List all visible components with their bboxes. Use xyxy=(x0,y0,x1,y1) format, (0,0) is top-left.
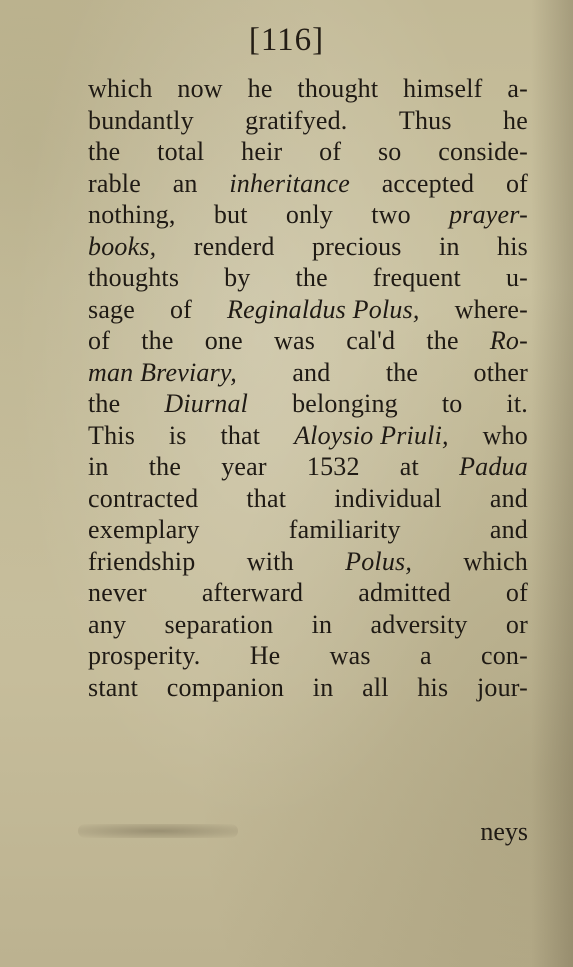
word: conside- xyxy=(438,137,528,166)
text-line-9 xyxy=(88,325,528,357)
word: exemplary xyxy=(88,515,200,544)
word-italic: Polus, xyxy=(345,546,413,576)
word: all xyxy=(362,672,389,702)
text-line-1 xyxy=(88,73,528,105)
word: renderd xyxy=(193,231,275,261)
word: adversity xyxy=(370,609,468,639)
word: companion xyxy=(166,672,285,702)
word-italic: Aloysio Priuli, xyxy=(294,420,449,450)
word: two xyxy=(371,200,411,229)
word-italic: Diurnal xyxy=(164,389,249,418)
page-number: [116] xyxy=(248,22,325,58)
word: separation xyxy=(164,609,274,639)
word: his xyxy=(417,672,449,702)
text-line-11 xyxy=(88,388,528,420)
text-line-6 xyxy=(88,231,528,263)
word: u- xyxy=(505,263,528,292)
word: heir xyxy=(241,137,283,166)
word: nothing, xyxy=(88,200,176,229)
word: who xyxy=(482,420,528,450)
word: total xyxy=(157,137,205,166)
word: but xyxy=(213,200,248,229)
word: only xyxy=(285,200,333,229)
word: stant xyxy=(88,672,139,702)
text-line-10 xyxy=(88,357,528,389)
word: so xyxy=(377,137,402,166)
word: the xyxy=(426,326,459,355)
word: or xyxy=(505,609,528,639)
word: of xyxy=(319,137,342,166)
word: that xyxy=(220,420,261,450)
word: and xyxy=(489,515,528,544)
word-italic: Padua xyxy=(459,452,528,481)
word: of xyxy=(505,168,528,198)
word: This xyxy=(88,420,136,450)
word: contracted xyxy=(88,483,199,513)
word: other xyxy=(473,357,528,387)
word-italic: books, xyxy=(88,231,157,261)
text-line-8 xyxy=(88,294,528,326)
word: that xyxy=(246,483,287,513)
word: to xyxy=(441,389,463,418)
word: of xyxy=(169,294,193,324)
word: which xyxy=(88,74,153,103)
word: where- xyxy=(454,294,528,324)
word: it. xyxy=(506,389,528,418)
word: now xyxy=(177,74,223,103)
text-line-19 xyxy=(88,640,528,672)
word: the xyxy=(148,452,182,481)
word: in xyxy=(312,672,334,702)
word: of xyxy=(88,326,111,355)
word-italic: man Breviary, xyxy=(88,357,237,387)
word-italic: Reginaldus Polus, xyxy=(227,294,420,324)
word: friendship xyxy=(88,546,196,576)
word: belonging xyxy=(292,389,398,418)
word: one xyxy=(204,326,243,355)
word: he xyxy=(247,74,273,103)
word: gratifyed. xyxy=(245,105,348,135)
word-italic: prayer- xyxy=(449,200,528,229)
word: the xyxy=(88,137,121,166)
word: by xyxy=(224,263,251,292)
word: the xyxy=(141,326,174,355)
word-italic: inheritance xyxy=(229,168,350,198)
text-line-4 xyxy=(88,168,528,200)
word: prosperity. xyxy=(88,641,201,670)
text-line-15 xyxy=(88,514,528,546)
word: himself xyxy=(403,74,483,103)
text-line-13 xyxy=(88,451,528,483)
word: the xyxy=(295,263,328,292)
word: rable xyxy=(88,168,141,198)
word: and xyxy=(489,483,528,513)
text-line-17 xyxy=(88,577,528,609)
word: frequent xyxy=(372,263,461,292)
word: the xyxy=(88,389,121,418)
word-italic: Ro- xyxy=(489,326,528,355)
word: he xyxy=(503,105,528,135)
word: admitted xyxy=(358,578,451,607)
word: bundantly xyxy=(88,105,194,135)
word: precious xyxy=(311,231,402,261)
text-line-2 xyxy=(88,105,528,137)
word: his xyxy=(497,231,528,261)
word: thoughts xyxy=(88,263,180,292)
word: an xyxy=(172,168,198,198)
text-line-20 xyxy=(88,672,528,704)
word: and xyxy=(292,357,331,387)
word: sage xyxy=(88,294,135,324)
text-line-3 xyxy=(88,136,528,168)
text-line-5 xyxy=(88,199,528,231)
word: in xyxy=(439,231,460,261)
word: year xyxy=(221,452,267,481)
word: con- xyxy=(480,641,528,670)
word: familiarity xyxy=(288,515,401,544)
word: in xyxy=(311,609,333,639)
word: never xyxy=(88,578,147,607)
word: cal'd xyxy=(346,326,396,355)
word: at xyxy=(399,452,419,481)
word: accepted xyxy=(381,168,475,198)
word: thought xyxy=(297,74,379,103)
word: He xyxy=(249,641,281,670)
word: of xyxy=(505,578,528,607)
word: afterward xyxy=(201,578,304,607)
word: which xyxy=(463,546,528,576)
text-line-18 xyxy=(88,609,528,641)
word: with xyxy=(246,546,294,576)
ink-smudge xyxy=(78,824,238,838)
text-line-14 xyxy=(88,483,528,515)
page-edge-shadow xyxy=(531,0,573,967)
word: any xyxy=(88,609,127,639)
word: a xyxy=(419,641,432,670)
text-line-7 xyxy=(88,262,528,294)
word: the xyxy=(385,357,419,387)
word: a- xyxy=(507,74,528,103)
catchword: neys xyxy=(480,817,528,846)
word: Thus xyxy=(398,105,452,135)
text-line-12 xyxy=(88,420,528,452)
word: is xyxy=(168,420,187,450)
word: jour- xyxy=(476,672,528,702)
word: was xyxy=(274,326,316,355)
text-line-16 xyxy=(88,546,528,578)
word: in xyxy=(88,452,109,481)
body-text xyxy=(88,73,528,703)
word: 1532 xyxy=(306,452,360,481)
word: individual xyxy=(334,483,442,513)
word: was xyxy=(329,641,371,670)
